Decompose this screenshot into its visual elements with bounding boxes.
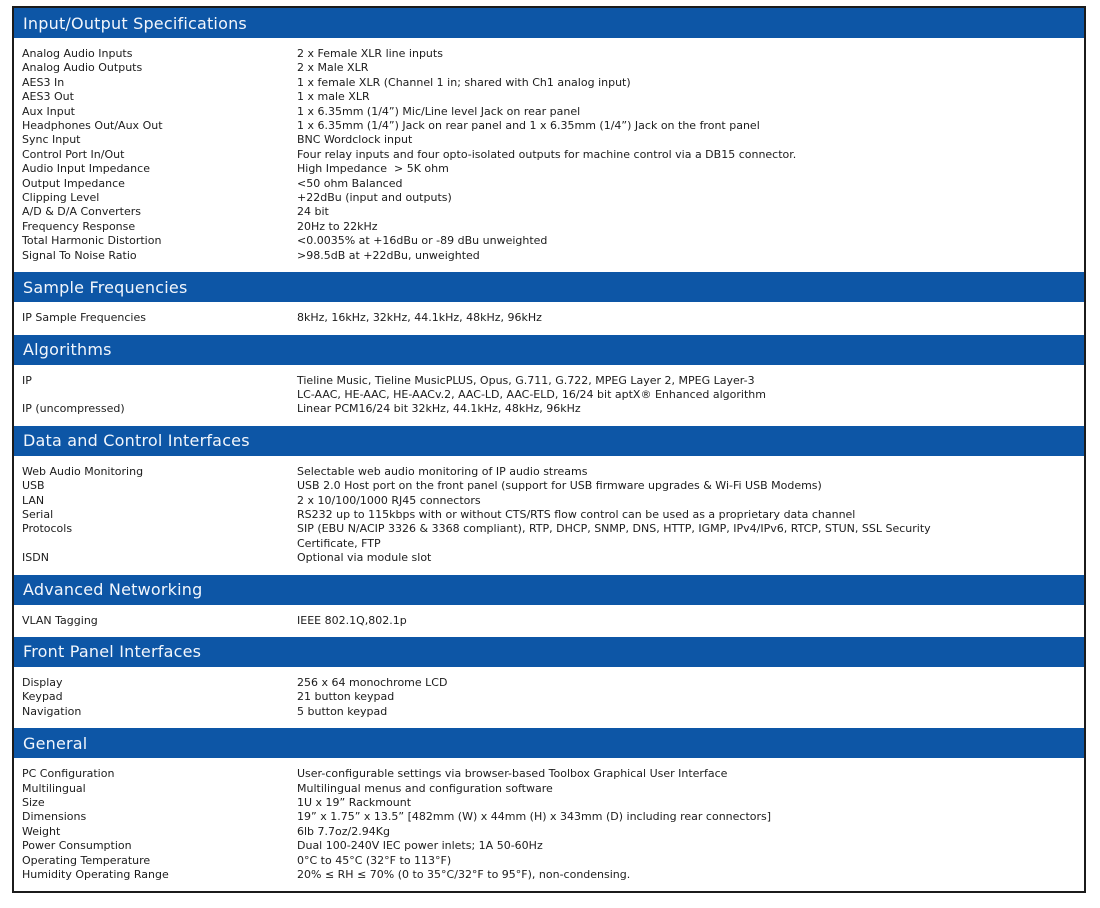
- spec-row: [14, 690, 1084, 704]
- spec-row: [14, 133, 1084, 147]
- spec-sheet: [12, 6, 1086, 893]
- spec-row: [14, 311, 1084, 325]
- spec-value-line: >98.5dB at +22dBu, unweighted: [297, 248, 480, 262]
- spec-row: [14, 191, 1084, 205]
- spec-section: [14, 8, 1084, 272]
- section-header: Advanced Networking: [14, 575, 1084, 605]
- spec-row: [14, 47, 1084, 61]
- spec-section: [14, 637, 1084, 728]
- spec-row: [14, 825, 1084, 839]
- spec-value-line: 0°C to 45°C (32°F to 113°F): [297, 853, 452, 867]
- section-body: [14, 667, 1084, 728]
- spec-value: [297, 825, 1084, 839]
- spec-row: [14, 61, 1084, 75]
- spec-value: [297, 205, 1084, 219]
- spec-value-line: 20Hz to 22kHz: [297, 219, 378, 233]
- spec-label: Signal To Noise Ratio: [22, 248, 137, 262]
- spec-label: Sync Input: [22, 133, 81, 147]
- spec-value: [297, 311, 1084, 325]
- spec-label: Analog Audio Inputs: [22, 47, 133, 60]
- spec-label: Size: [22, 796, 45, 809]
- spec-label: Display: [22, 675, 63, 689]
- section-body: [14, 758, 1084, 891]
- spec-label: Headphones Out/Aux Out: [22, 119, 163, 133]
- spec-row: [14, 162, 1084, 176]
- spec-label: Audio Input Impedance: [22, 162, 150, 176]
- spec-value: [297, 614, 1084, 628]
- spec-value-line: IEEE 802.1Q,802.1p: [297, 613, 407, 627]
- spec-label: IP: [22, 373, 32, 387]
- spec-value-line: 6lb 7.7oz/2.94Kg: [297, 824, 390, 838]
- spec-row: [14, 810, 1084, 824]
- spec-value: [297, 810, 1084, 824]
- spec-label: VLAN Tagging: [22, 613, 98, 627]
- spec-row: [14, 551, 1084, 565]
- spec-row: [14, 90, 1084, 104]
- spec-value-line: Multilingual menus and configuration software: [297, 781, 553, 795]
- spec-row: [14, 402, 1084, 416]
- spec-value-line: LC-AAC, HE-AAC, HE-AACv.2, AAC-LD, AAC-ELD, 16/24 bit aptX® Enhanced algorithm: [297, 387, 766, 401]
- spec-value-line: <50 ohm Balanced: [297, 176, 403, 190]
- spec-value: [297, 162, 1084, 176]
- spec-section: [14, 335, 1084, 426]
- spec-value: [297, 76, 1084, 90]
- spec-value-line: Linear PCM16/24 bit 32kHz, 44.1kHz, 48kHz, 96kHz: [297, 402, 581, 416]
- spec-value: [297, 220, 1084, 234]
- spec-value: [297, 868, 1084, 882]
- spec-value: [297, 508, 1084, 522]
- spec-label: LAN: [22, 493, 45, 507]
- spec-value-line: Certificate, FTP: [297, 536, 381, 550]
- spec-value: [297, 105, 1084, 119]
- spec-label: PC Configuration: [22, 767, 115, 781]
- spec-value-line: 1 x 6.35mm (1/4”) Jack on rear panel and 1 x 6.35mm (1/4”) Jack on the front panel: [297, 119, 760, 133]
- section-body: [14, 38, 1084, 272]
- spec-value-line: Selectable web audio monitoring of IP audio streams: [297, 464, 588, 478]
- spec-section: [14, 426, 1084, 575]
- spec-label: Frequency Response: [22, 219, 136, 233]
- spec-value: [297, 374, 1084, 403]
- spec-row: [14, 205, 1084, 219]
- spec-row: [14, 465, 1084, 479]
- spec-label: USB: [22, 479, 45, 493]
- spec-label: Total Harmonic Distortion: [22, 234, 162, 248]
- spec-label: IP Sample Frequencies: [22, 311, 146, 325]
- spec-row: [14, 782, 1084, 796]
- spec-value-line: 19” x 1.75” x 13.5” [482mm (W) x 44mm (H) x 343mm (D) including rear connectors]: [297, 810, 772, 824]
- spec-value-line: USB 2.0 Host port on the front panel (support for USB firmware upgrades & Wi-Fi USB Modems): [297, 479, 822, 493]
- spec-label: Dimensions: [22, 810, 87, 824]
- spec-label: Control Port In/Out: [22, 147, 125, 161]
- spec-value: [297, 47, 1084, 61]
- spec-value: [297, 61, 1084, 75]
- spec-row: [14, 854, 1084, 868]
- spec-value: [297, 402, 1084, 416]
- spec-value: [297, 234, 1084, 248]
- section-body: [14, 456, 1084, 575]
- spec-value-line: Tieline Music, Tieline MusicPLUS, Opus, G.711, G.722, MPEG Layer 2, MPEG Layer-3: [297, 373, 755, 387]
- spec-value-line: +22dBu (input and outputs): [297, 191, 452, 205]
- spec-value-line: <0.0035% at +16dBu or -89 dBu unweighted: [297, 234, 548, 248]
- spec-row: [14, 868, 1084, 882]
- spec-label: Power Consumption: [22, 839, 132, 853]
- spec-value: [297, 133, 1084, 147]
- spec-value-line: 2 x Male XLR: [297, 61, 369, 75]
- spec-label: Keypad: [22, 690, 63, 704]
- spec-row: [14, 796, 1084, 810]
- spec-label: Multilingual: [22, 781, 86, 795]
- spec-label: Web Audio Monitoring: [22, 464, 144, 478]
- spec-label: Navigation: [22, 704, 82, 718]
- spec-value: [297, 690, 1084, 704]
- spec-row: [14, 839, 1084, 853]
- spec-value: [297, 249, 1084, 263]
- spec-value-line: 5 button keypad: [297, 704, 388, 718]
- spec-value: [297, 148, 1084, 162]
- spec-value: [297, 796, 1084, 810]
- section-header: Sample Frequencies: [14, 272, 1084, 302]
- spec-row: [14, 177, 1084, 191]
- spec-row: [14, 494, 1084, 508]
- spec-label: Output Impedance: [22, 176, 125, 190]
- spec-value: [297, 551, 1084, 565]
- spec-row: [14, 249, 1084, 263]
- spec-value-line: 1U x 19” Rackmount: [297, 796, 412, 809]
- spec-label: Protocols: [22, 522, 73, 536]
- spec-value: [297, 177, 1084, 191]
- spec-value: [297, 479, 1084, 493]
- spec-value-line: 1 x male XLR: [297, 90, 370, 104]
- spec-label: AES3 In: [22, 75, 65, 89]
- spec-value-line: RS232 up to 115kbps with or without CTS/RTS flow control can be used as a proprietary data channel: [297, 507, 856, 521]
- spec-value: [297, 494, 1084, 508]
- spec-row: [14, 76, 1084, 90]
- spec-row: [14, 522, 1084, 551]
- spec-label: Operating Temperature: [22, 853, 151, 867]
- spec-value: [297, 191, 1084, 205]
- spec-label: AES3 Out: [22, 90, 74, 104]
- section-body: [14, 302, 1084, 334]
- section-header: Input/Output Specifications: [14, 8, 1084, 38]
- spec-row: [14, 119, 1084, 133]
- spec-label: ISDN: [22, 551, 49, 565]
- spec-value: [297, 119, 1084, 133]
- section-header: Front Panel Interfaces: [14, 637, 1084, 667]
- spec-row: [14, 479, 1084, 493]
- spec-row: [14, 705, 1084, 719]
- spec-value-line: User-configurable settings via browser-based Toolbox Graphical User Interface: [297, 767, 728, 781]
- spec-value: [297, 522, 1084, 551]
- spec-value: [297, 854, 1084, 868]
- spec-row: [14, 148, 1084, 162]
- spec-value-line: Four relay inputs and four opto-isolated outputs for machine control via a DB15 connector.: [297, 147, 797, 161]
- spec-value-line: 21 button keypad: [297, 690, 395, 704]
- spec-value-line: Dual 100-240V IEC power inlets; 1A 50-60Hz: [297, 839, 543, 853]
- spec-section: [14, 728, 1084, 891]
- spec-label: Serial: [22, 507, 54, 521]
- spec-row: [14, 374, 1084, 403]
- spec-value-line: Optional via module slot: [297, 551, 432, 565]
- spec-label: A/D & D/A Converters: [22, 205, 141, 219]
- section-body: [14, 605, 1084, 637]
- section-body: [14, 365, 1084, 426]
- spec-value: [297, 782, 1084, 796]
- spec-label: Clipping Level: [22, 191, 100, 205]
- spec-value: [297, 705, 1084, 719]
- section-header: Data and Control Interfaces: [14, 426, 1084, 456]
- spec-value-line: 24 bit: [297, 205, 329, 219]
- spec-value-line: 2 x 10/100/1000 RJ45 connectors: [297, 493, 481, 507]
- spec-value-line: BNC Wordclock input: [297, 133, 413, 147]
- spec-label: Analog Audio Outputs: [22, 61, 143, 75]
- spec-label: Humidity Operating Range: [22, 868, 169, 882]
- spec-value: [297, 839, 1084, 853]
- spec-value-line: 1 x female XLR (Channel 1 in; shared with Ch1 analog input): [297, 75, 631, 89]
- spec-value: [297, 767, 1084, 781]
- spec-value-line: 256 x 64 monochrome LCD: [297, 675, 448, 689]
- spec-value-line: 8kHz, 16kHz, 32kHz, 44.1kHz, 48kHz, 96kHz: [297, 311, 542, 325]
- spec-row: [14, 676, 1084, 690]
- spec-row: [14, 220, 1084, 234]
- spec-value-line: 2 x Female XLR line inputs: [297, 47, 443, 60]
- spec-row: [14, 105, 1084, 119]
- section-header: General: [14, 728, 1084, 758]
- spec-value-line: 1 x 6.35mm (1/4”) Mic/Line level Jack on rear panel: [297, 104, 581, 118]
- spec-row: [14, 614, 1084, 628]
- spec-row: [14, 508, 1084, 522]
- spec-label: Weight: [22, 824, 61, 838]
- section-header: Algorithms: [14, 335, 1084, 365]
- spec-value: [297, 676, 1084, 690]
- spec-row: [14, 767, 1084, 781]
- spec-value-line: High Impedance > 5K ohm: [297, 162, 449, 176]
- spec-value: [297, 465, 1084, 479]
- spec-value: [297, 90, 1084, 104]
- spec-value-line: 20% ≤ RH ≤ 70% (0 to 35°C/32°F to 95°F), non-condensing.: [297, 868, 631, 882]
- spec-section: [14, 575, 1084, 637]
- spec-section: [14, 272, 1084, 334]
- spec-value-line: SIP (EBU N/ACIP 3326 & 3368 compliant), RTP, DHCP, SNMP, DNS, HTTP, IGMP, IPv4/IPv6, RTCP, STUN, SSL Security: [297, 522, 931, 536]
- spec-row: [14, 234, 1084, 248]
- spec-label: Aux Input: [22, 104, 75, 118]
- spec-label: IP (uncompressed): [22, 402, 125, 416]
